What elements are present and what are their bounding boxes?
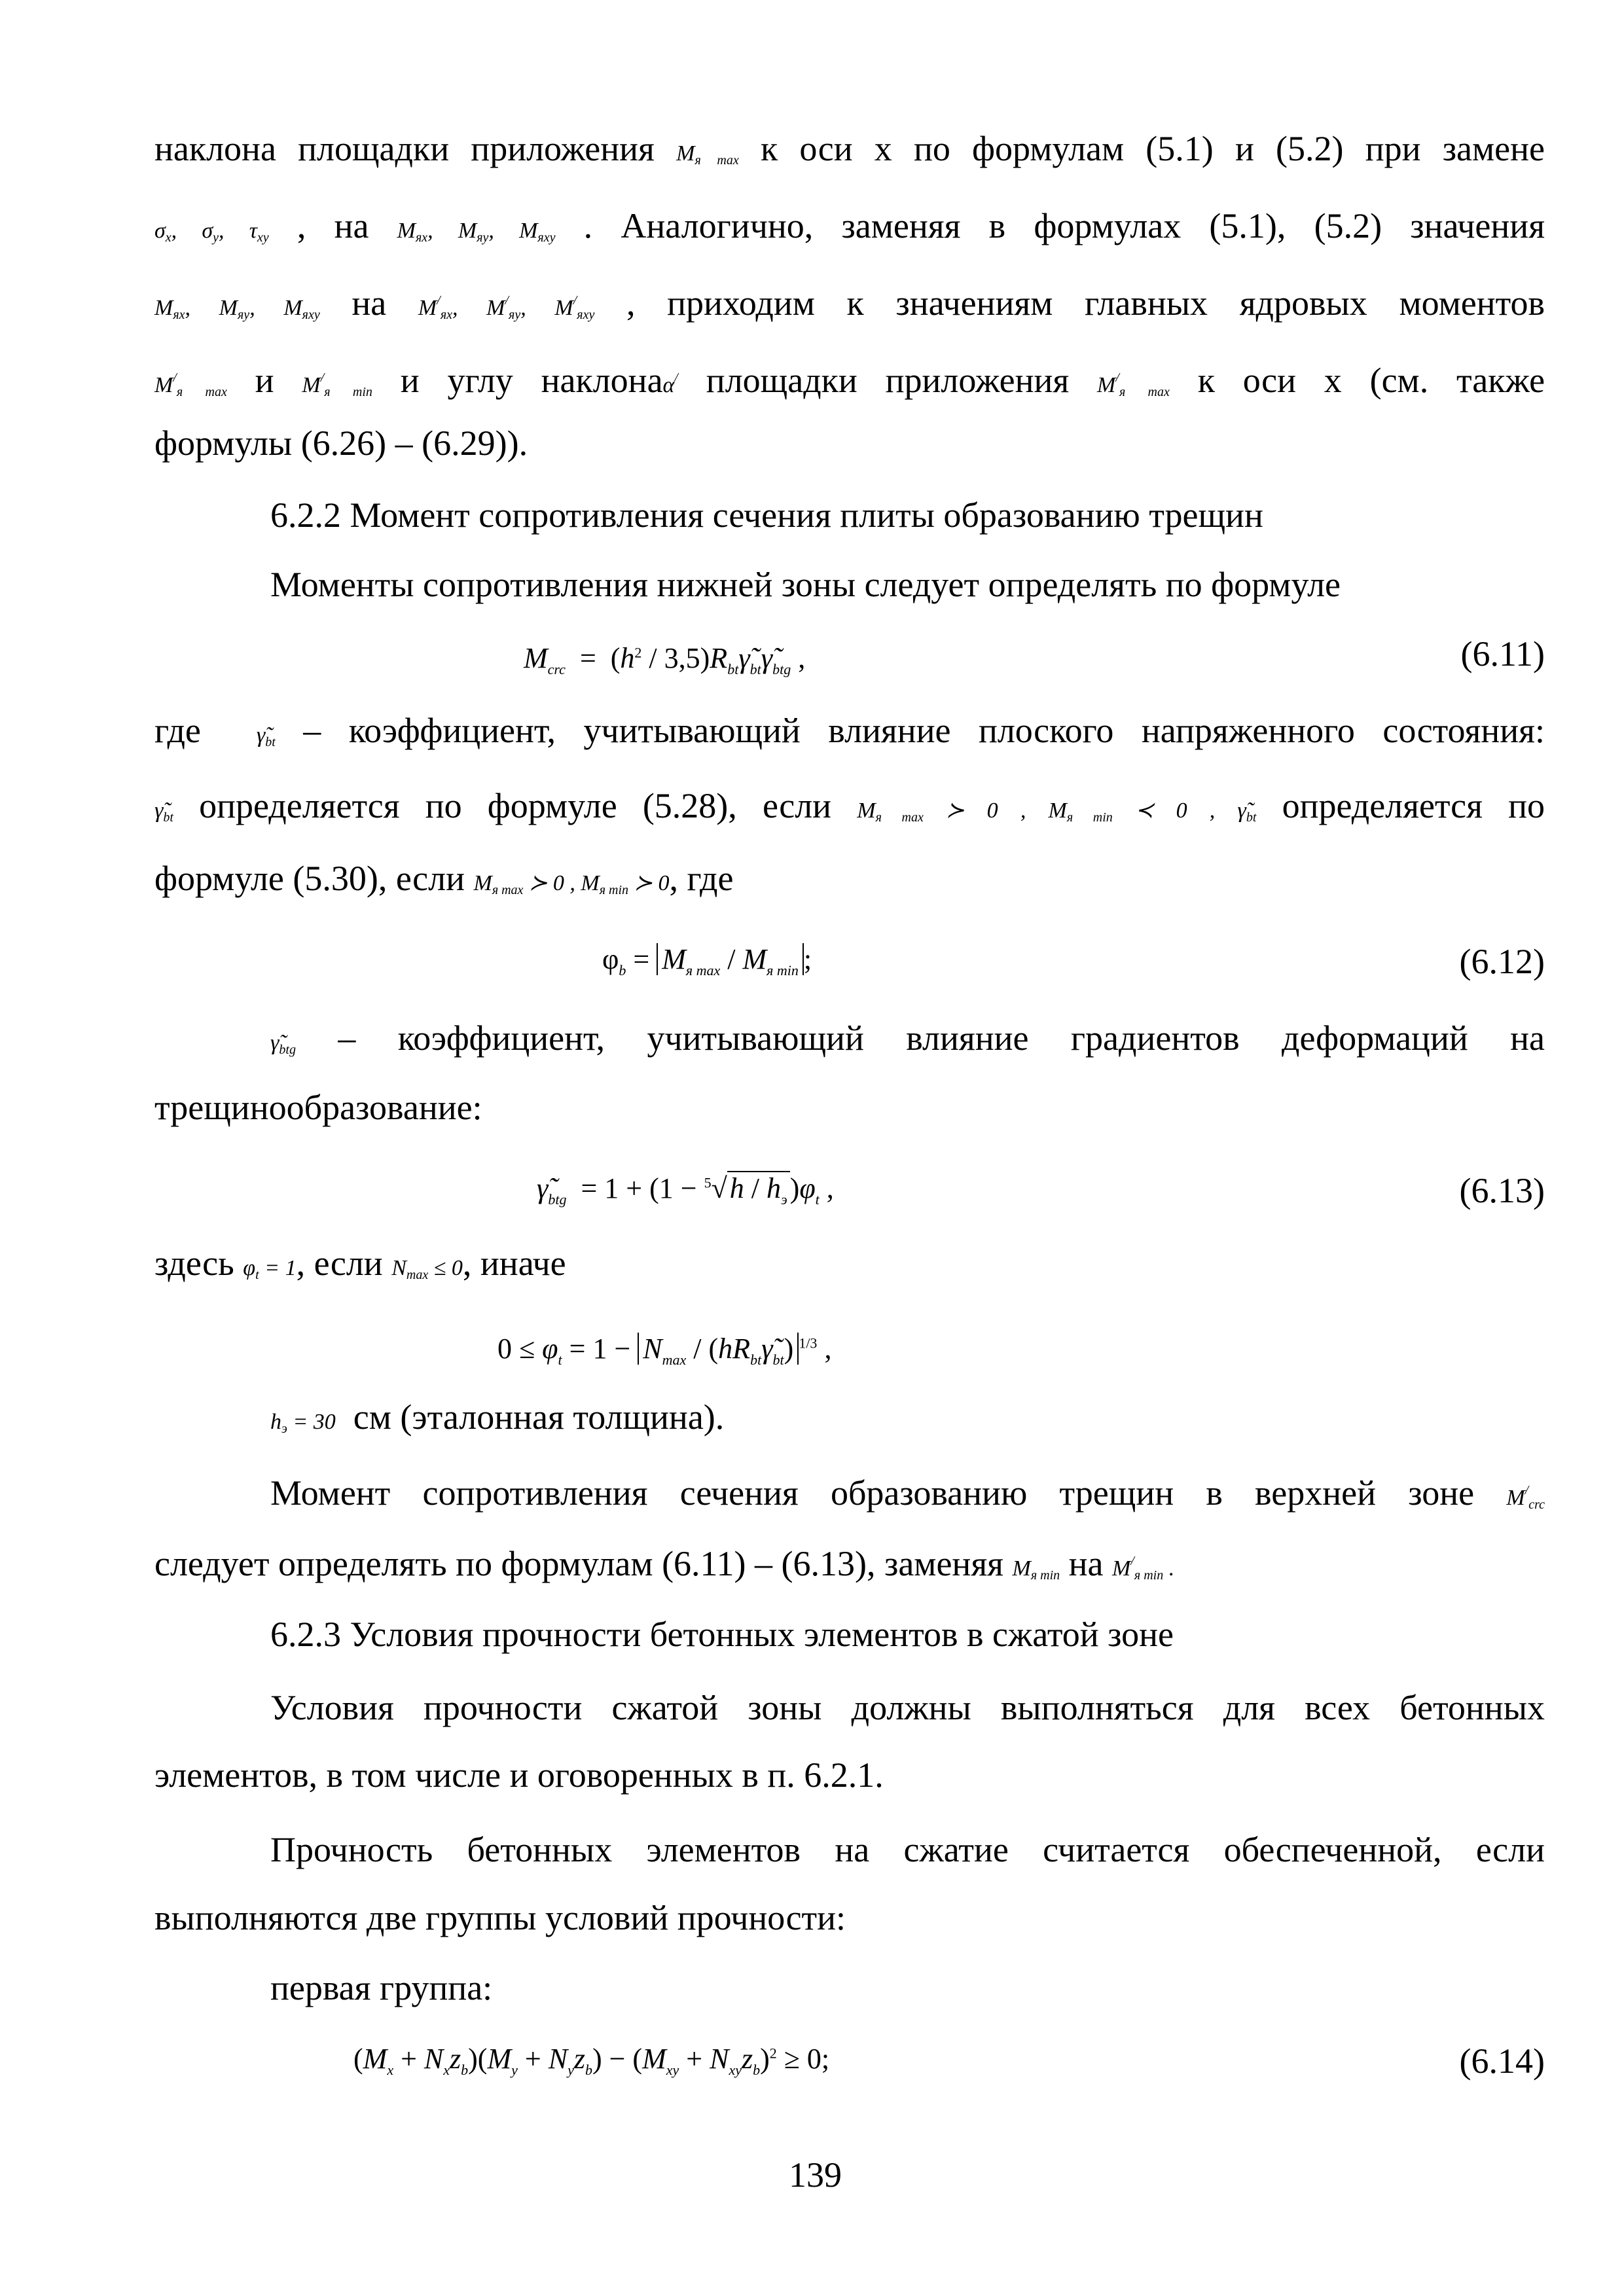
equation-6-14: $(M_x + N_xz_b)(M_y + N_yz_b) - (M_{xy} + N_{xy}z_b)^2 \ge 0$; (353, 2043, 830, 2078)
formula-inline: α/ (662, 370, 678, 397)
equation-6-11: $M_{crc} = (h^2$ / $3,5)R_{bt}\gammã_{bt}\gammã_{btg}$ , (524, 642, 806, 677)
formula-inline: Mя max ≻ 0 , Mя min ≻ 0 (473, 871, 670, 897)
equation-number: (6.12) (1459, 942, 1545, 981)
paragraph-line: Условия прочности сжатой зоны должны выполняться для всех бетонных (270, 1688, 1545, 1727)
paragraph-line: формулы (6.26) – (6.29)). (154, 423, 528, 463)
formula-inline: Mяx, Mяy, Mяxy (397, 219, 556, 245)
section-heading: 6.2.2 Момент сопротивления сечения плиты образованию трещин (270, 495, 1263, 535)
formula-inline: Mяx, Mяy, Mяxy (154, 296, 320, 322)
paragraph-line: Прочность бетонных элементов на сжатие считается обеспеченной, если (270, 1830, 1545, 1869)
paragraph-line: γ̃bt определяется по формуле (5.28), если Mя max ≻ 0 , Mя min ≺ 0 , γ̃bt определяется по (154, 786, 1545, 825)
formula-inline: M/я min (302, 370, 372, 399)
equation-number: (6.14) (1459, 2041, 1545, 2081)
formula-inline: Mя max ≻ 0 , Mя min ≺ 0 , γ̃bt (857, 798, 1257, 825)
paragraph-line: формуле (5.30), если Mя max ≻ 0 , Mя min ≻ 0, где (154, 859, 734, 898)
formula-inline: M/я max (154, 370, 227, 399)
formula-inline: Mя max (676, 141, 739, 168)
formula-inline: γ̃btg (270, 1031, 296, 1057)
paragraph-line: трещинообразование: (154, 1088, 482, 1127)
paragraph-line: Mяx, Mяy, Mяxy на M/яx, M/яy, M/яxy , приходим к значениям главных ядровых моментов (154, 283, 1545, 323)
formula-inline: hэ = 30 (270, 1410, 336, 1436)
formula-inline: M/я max (1097, 370, 1170, 399)
paragraph-line: Момент сопротивления сечения образованию трещин в верхней зоне M/crc (270, 1473, 1545, 1513)
paragraph-line: σx, σy, τxy , на Mяx, Mяy, Mяxy . Аналогично, заменяя в формулах (5.1), (5.2) значения (154, 206, 1545, 245)
paragraph-line: hэ = 30 см (эталонная толщина). (270, 1397, 725, 1437)
formula-inline: M/я min . (1112, 1554, 1175, 1583)
formula-inline: Nmax ≤ 0 (391, 1256, 463, 1282)
formula-inline: M/яx, M/яy, M/яxy (418, 293, 595, 322)
equation-6-13: $\gammã_{btg} = 1 + (1 - ^5√h / h_э)\varphi_t$ , (537, 1172, 834, 1208)
paragraph-line: следует определять по формулам (6.11) – (6.13), заменяя Mя min на M/я min . (154, 1544, 1175, 1583)
page-number: 139 (789, 2155, 842, 2195)
equation-phi-t: $0 \le \varphi_t = 1 - N_{max}$ / $(hR_{bt}\gammã_{bt})$ $^{1/3}$ , (497, 1333, 832, 1368)
paragraph-line: M/я max и M/я min и углу наклонаα/ площадки приложения M/я max к оси x (см. также (154, 361, 1545, 400)
paragraph-line: наклона площадки приложения Mя max к оси x по формулам (5.1) и (5.2) при замене (154, 129, 1545, 168)
formula-inline: γ̃bt (256, 723, 276, 749)
equation-number: (6.11) (1460, 634, 1545, 673)
paragraph-line: Моменты сопротивления нижней зоны следует определять по формуле (270, 565, 1341, 604)
equation-6-12: $\varphi_b = M_{я max} / M_{я min}$ ; (602, 943, 812, 978)
formula-inline: σx, σy, τxy (154, 219, 269, 245)
paragraph-line: элементов, в том числе и оговоренных в п. 6.2.1. (154, 1755, 884, 1795)
section-heading: 6.2.3 Условия прочности бетонных элементов в сжатой зоне (270, 1615, 1174, 1654)
formula-inline: γ̃bt (154, 798, 173, 825)
equation-number: (6.13) (1459, 1171, 1545, 1210)
paragraph-line: первая группа: (270, 1968, 493, 2007)
paragraph-line: выполняются две группы условий прочности: (154, 1898, 846, 1937)
formula-inline: φt = 1 (243, 1256, 297, 1282)
formula-inline: M/crc (1506, 1483, 1545, 1512)
paragraph-line: здесь φt = 1, если Nmax ≤ 0, иначе (154, 1244, 566, 1283)
formula-inline: Mя min (1012, 1556, 1060, 1583)
paragraph-line: где γ̃bt – коэффициент, учитывающий влияние плоского напряженного состояния: (154, 711, 1545, 750)
paragraph-line: γ̃btg – коэффициент, учитывающий влияние градиентов деформаций на (270, 1018, 1545, 1058)
